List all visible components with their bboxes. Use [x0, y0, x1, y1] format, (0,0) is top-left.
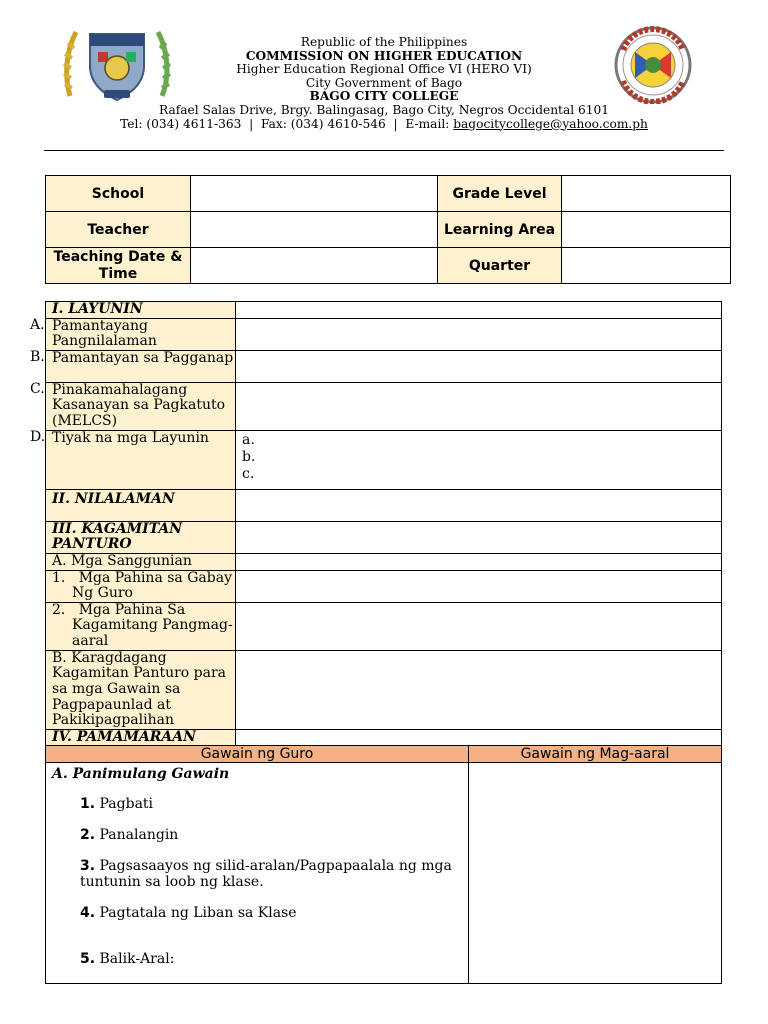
- list-item: 4. Pagtatala ng Liban sa Klase: [80, 905, 297, 921]
- melcs-label: Pinakamahalagang Kasanayan sa Pagkatuto (MELCS): [46, 382, 236, 430]
- teaching-date-field[interactable]: [191, 248, 438, 284]
- karagdagang-kagamitan-label: B. Karagdagang Kagamitan Panturo para sa mga Gawain sa Pagpapaunlad at Pakikipagpalihan: [46, 650, 236, 729]
- mga-sanggunian-field[interactable]: [236, 553, 722, 570]
- school-field[interactable]: [191, 176, 438, 212]
- school-label: School: [46, 176, 191, 212]
- learning-area-label: Learning Area: [438, 212, 562, 248]
- letterhead: [0, 36, 768, 131]
- nilalaman-field[interactable]: [236, 489, 722, 521]
- section-nilalaman: II. NILALAMAN: [46, 489, 236, 521]
- karagdagang-kagamitan-field[interactable]: [236, 650, 722, 729]
- grade-level-label: Grade Level: [438, 176, 562, 212]
- gabay-ng-guro-label: 1. Mga Pahina sa Gabay Ng Guro: [46, 570, 236, 602]
- pamantayan-sa-pagganap-field[interactable]: [236, 350, 722, 382]
- section-pamamaraan: IV. PAMAMARAAN: [46, 729, 236, 746]
- college-name: BAGO CITY COLLEGE: [309, 89, 459, 104]
- melcs-field[interactable]: [236, 382, 722, 430]
- ched-line: COMMISSION ON HIGHER EDUCATION: [245, 48, 523, 63]
- teacher-label: Teacher: [46, 212, 191, 248]
- contact-numbers: Tel: (034) 4611-363 | Fax: (034) 4610-546 | E-mail:: [120, 116, 454, 131]
- header-divider: [44, 150, 724, 151]
- kagamitang-pangmag-aaral-field[interactable]: [236, 602, 722, 650]
- class-info-table: [45, 175, 731, 284]
- marker-b: B.: [30, 349, 45, 365]
- pamamaraan-field[interactable]: [236, 729, 722, 746]
- layunin-field[interactable]: [236, 302, 722, 319]
- gawain-ng-guro-header: Gawain ng Guro: [46, 746, 469, 763]
- tiyak-na-layunin-label: Tiyak na mga Layunin: [46, 430, 236, 489]
- city-government-line: City Government of Bago: [305, 75, 463, 90]
- gawain-ng-mag-aaral-header: Gawain ng Mag-aaral: [469, 746, 722, 763]
- tiyak-na-layunin-field[interactable]: [236, 430, 722, 489]
- republic-line: Republic of the Philippines: [300, 35, 468, 49]
- list-item: 3. Pagsasaayos ng silid-aralan/Pagpapaalala ng mga tuntunin sa loob ng klase.: [80, 858, 452, 890]
- lesson-plan-table: [45, 301, 722, 746]
- marker-d: D.: [30, 429, 46, 445]
- teaching-date-label: Teaching Date & Time: [46, 248, 191, 284]
- kagamitang-pangmag-aaral-label: 2. Mga Pahina Sa Kagamitang Pangmag-aaral: [46, 602, 236, 650]
- procedure-table: [45, 745, 722, 984]
- quarter-label: Quarter: [438, 248, 562, 284]
- student-activities-cell[interactable]: [469, 763, 722, 984]
- objective-a: a.: [242, 431, 255, 448]
- panimulang-gawain-title: A. Panimulang Gawain: [52, 766, 230, 782]
- objective-b: b.: [242, 448, 256, 465]
- list-item: 2. Panalangin: [80, 827, 179, 843]
- mga-sanggunian-label: A. Mga Sanggunian: [46, 553, 236, 570]
- teacher-field[interactable]: [191, 212, 438, 248]
- marker-a: A.: [30, 317, 45, 333]
- section-layunin: I. LAYUNIN: [46, 302, 236, 319]
- marker-c: C.: [30, 381, 45, 397]
- hero-line: Higher Education Regional Office VI (HERO VI): [236, 62, 532, 77]
- pamantayang-pangnilalaman-field[interactable]: [236, 318, 722, 350]
- learning-area-field[interactable]: [562, 212, 731, 248]
- quarter-field[interactable]: [562, 248, 731, 284]
- section-kagamitan-panturo: III. KAGAMITAN PANTURO: [46, 521, 236, 553]
- address-line: Rafael Salas Drive, Brgy. Balingasag, Bago City, Negros Occidental 6101: [158, 102, 610, 117]
- pamantayan-sa-pagganap-label: Pamantayan sa Pagganap: [46, 350, 236, 382]
- list-item: 1. Pagbati: [80, 796, 154, 812]
- contact-line: [0, 118, 768, 132]
- grade-level-field[interactable]: [562, 176, 731, 212]
- objective-c: c.: [242, 465, 255, 482]
- kagamitan-panturo-field[interactable]: [236, 521, 722, 553]
- teacher-activities-cell[interactable]: [46, 763, 469, 984]
- list-item: 5. Balik-Aral:: [80, 951, 175, 967]
- gabay-ng-guro-field[interactable]: [236, 570, 722, 602]
- pamantayang-pangnilalaman-label: Pamantayang Pangnilalaman: [46, 318, 236, 350]
- email-link[interactable]: bagocitycollege@yahoo.com.ph: [453, 116, 648, 131]
